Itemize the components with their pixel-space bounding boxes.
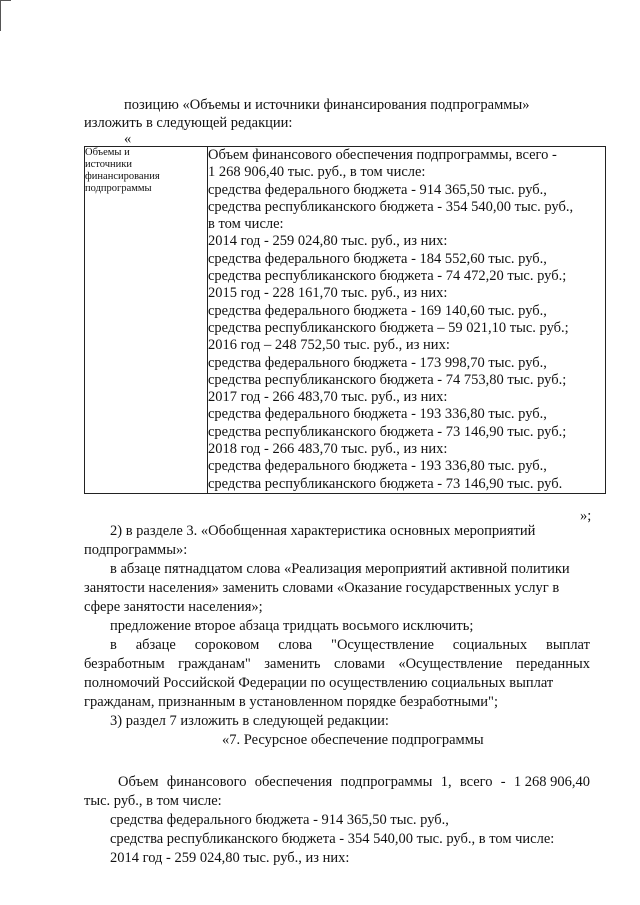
word: социальных — [452, 637, 528, 653]
word: "Осуществление — [331, 637, 434, 653]
word: словами — [333, 656, 385, 672]
word: 1, — [440, 774, 452, 790]
content-line: 2016 год – 248 752,50 тыс. руб., из них: — [208, 337, 450, 354]
content-line: 2014 год - 259 024,80 тыс. руб., из них: — [208, 233, 448, 250]
content-line: Объем финансового обеспечения подпрограммы, всего - — [208, 147, 557, 163]
para-6: 3) раздел 7 изложить в следующей редакции: — [110, 713, 389, 729]
funding-label-cell — [85, 147, 208, 494]
section-7-line-4: средства республиканского бюджета - 354 540,00 тыс. руб., в том числе: — [110, 831, 555, 847]
content-line: средства федерального бюджета - 914 365,50 тыс. руб., — [208, 181, 547, 198]
content-line: в том числе: — [208, 216, 284, 233]
para-4: предложение второе абзаца тридцать восьмого исключить; — [110, 618, 474, 634]
intro-line-2: изложить в следующей редакции: — [84, 115, 293, 131]
content-line: 2017 год - 266 483,70 тыс. руб., из них: — [208, 389, 448, 406]
content-line: средства республиканского бюджета - 354 540,00 тыс. руб., — [208, 198, 574, 215]
word: переданных — [515, 656, 590, 672]
funding-table-row — [85, 147, 606, 494]
word: обеспечения — [254, 774, 333, 790]
funding-table — [84, 146, 606, 494]
content-line: средства федерального бюджета - 193 336,80 тыс. руб., — [208, 458, 547, 475]
word: - — [500, 774, 506, 790]
content-line: средства республиканского бюджета - 74 753,80 тыс. руб.; — [208, 371, 567, 388]
word: всего — [459, 774, 493, 790]
section-7-line-5: 2014 год - 259 024,80 тыс. руб., из них: — [110, 850, 350, 866]
para-5-line-3: полномочий Российской Федерации по осуществлению социальных выплат — [84, 675, 554, 691]
word: в — [110, 637, 117, 653]
content-line: 2018 год - 266 483,70 тыс. руб., из них: — [208, 441, 448, 458]
para-3-line-3: сфере занятости населения»; — [84, 599, 263, 615]
word: «Осуществление — [398, 656, 503, 672]
content-line: 2015 год - 228 161,70 тыс. руб., из них: — [208, 285, 448, 302]
label-line: подпрограммы — [85, 183, 152, 194]
content-line: 1 268 906,40 тыс. руб., в том числе: — [208, 164, 426, 181]
content-line: средства республиканского бюджета - 73 146,90 тыс. руб.; — [208, 423, 567, 440]
intro-line-1: позицию «Объемы и источники финансирования подпрограммы» — [124, 97, 530, 113]
word: Объем — [118, 774, 159, 790]
content-line: средства республиканского бюджета - 74 472,20 тыс. руб.; — [208, 268, 567, 285]
content-line: средства республиканского бюджета – 59 021,10 тыс. руб.; — [208, 319, 569, 336]
para-3-line-2: занятости населения» заменить словами «Оказание государственных услуг в — [84, 580, 560, 596]
para-5-line-4: гражданам, признанным в установленном порядке безработными"; — [84, 694, 499, 710]
word: заменить — [264, 656, 321, 672]
content-line: средства республиканского бюджета - 73 146,90 тыс. руб. — [208, 475, 563, 492]
open-quote: « — [124, 131, 132, 147]
word: сороковом — [194, 637, 260, 653]
section-7-line-3: средства федерального бюджета - 914 365,50 тыс. руб., — [110, 812, 449, 828]
page-corner-mark — [0, 0, 11, 31]
label-line: Объемы и — [85, 147, 130, 158]
section-7-line-2: тыс. руб., в том числе: — [84, 793, 222, 809]
section-7-heading: «7. Ресурсное обеспечение подпрограммы — [222, 732, 484, 748]
word: подпрограммы — [340, 774, 433, 790]
para-5-line-2 — [84, 655, 590, 674]
content-line: средства федерального бюджета - 193 336,80 тыс. руб., — [208, 406, 547, 423]
para-3-line-1: в абзаце пятнадцатом слова «Реализация мероприятий активной политики — [110, 561, 570, 577]
label-line: источники — [85, 159, 132, 170]
word: слова — [278, 637, 313, 653]
funding-content-cell — [208, 147, 606, 494]
para-5-line-1 — [110, 636, 590, 655]
section-7-line-1 — [118, 773, 590, 792]
word: финансового — [166, 774, 247, 790]
content-line: средства федерального бюджета - 184 552,60 тыс. руб., — [208, 250, 547, 267]
word: 1 268 906,40 — [513, 774, 590, 790]
word: гражданам" — [178, 656, 251, 672]
content-line: средства федерального бюджета - 173 998,70 тыс. руб., — [208, 354, 547, 371]
word: выплат — [545, 637, 590, 653]
para-2-line-1: 2) в разделе 3. «Обобщенная характеристика основных мероприятий — [110, 523, 536, 539]
word: безработным — [84, 656, 165, 672]
content-line: средства федерального бюджета - 169 140,60 тыс. руб., — [208, 302, 547, 319]
para-2-line-2: подпрограммы»: — [84, 542, 188, 558]
close-quote: »; — [580, 508, 592, 524]
label-line: финансирования — [85, 171, 160, 182]
word: абзаце — [135, 637, 176, 653]
